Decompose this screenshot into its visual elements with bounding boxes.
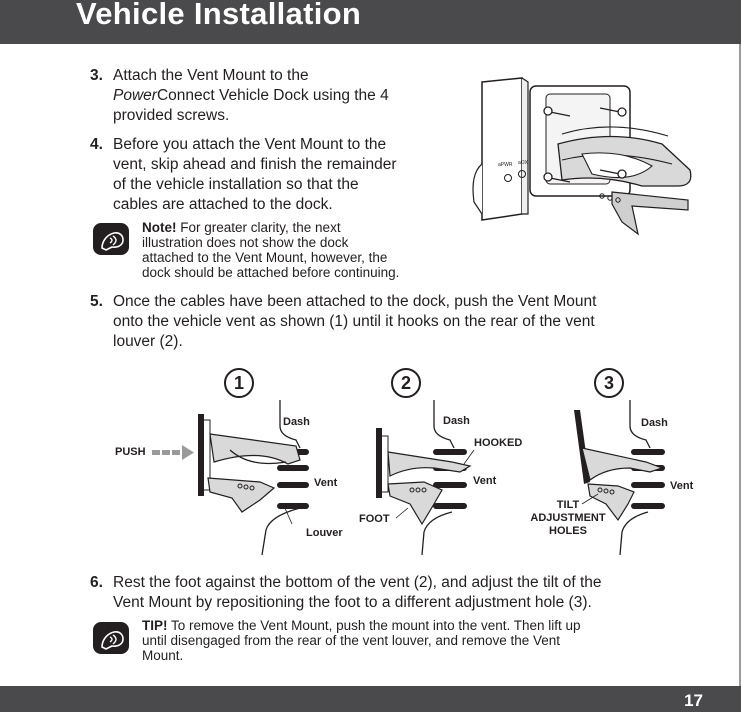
panel-number-2: 2 <box>391 368 421 398</box>
tip-lead: TIP! <box>142 618 168 633</box>
step-line: louver (2). <box>113 333 183 350</box>
tip-block: TIP! To remove the Vent Mount, push the mount into the vent. Then lift up until disengaged from the rear of the vent louver, and remove the Vent Mount. <box>142 618 581 663</box>
label-louver: Louver <box>306 527 343 539</box>
italic-brand: Power <box>113 87 157 104</box>
step-line: vent, skip ahead and finish the remainder <box>113 156 397 173</box>
step-line: of the vehicle installation so that the <box>113 176 359 193</box>
step-text <box>113 573 602 613</box>
step-text <box>113 66 389 126</box>
label-dash: Dash <box>283 416 310 428</box>
label-vent: Vent <box>473 475 497 487</box>
panel-number-1: 1 <box>224 368 254 398</box>
label-foot: FOOT <box>359 513 390 525</box>
label-vent: Vent <box>670 480 694 492</box>
step-number: 6. <box>90 574 103 591</box>
step-line: Before you attach the Vent Mount to the <box>113 136 387 153</box>
step-line: Rest the foot against the bottom of the vent (2), and adjust the tilt of the <box>113 574 602 591</box>
step-line: Attach the Vent Mount to the <box>113 67 309 84</box>
step-line: PowerConnect Vehicle Dock using the 4 <box>113 87 389 104</box>
dock-port-label: aPWR <box>498 162 513 168</box>
step-line: provided screws. <box>113 107 230 124</box>
dock-mount-illustration <box>462 74 702 244</box>
footer-bar <box>0 686 741 712</box>
speech-bubble-icon <box>92 222 130 256</box>
label-dash: Dash <box>443 415 470 427</box>
step-line: Once the cables have been attached to the dock, push the Vent Mount <box>113 293 597 310</box>
step-text <box>113 292 596 352</box>
note-block: Note! For greater clarity, the next illustration does not show the dock attached to the Vent Mount, however, the dock should be attached before continuing. <box>142 220 400 280</box>
step-line: onto the vehicle vent as shown (1) until it hooks on the rear of the vent <box>113 313 595 330</box>
step-number: 5. <box>90 293 103 310</box>
label-tilt-adjustment-holes: TILT ADJUSTMENT HOLES <box>530 499 606 537</box>
label-dash: Dash <box>641 417 668 429</box>
panel-number-3: 3 <box>594 368 624 398</box>
page-number: 17 <box>684 691 703 710</box>
step-text <box>113 135 396 215</box>
step-number: 4. <box>90 136 103 153</box>
header-bar <box>0 0 741 44</box>
page-title: Vehicle Installation <box>76 0 362 31</box>
label-hooked: HOOKED <box>474 437 523 449</box>
label-push: PUSH <box>115 446 146 458</box>
speech-bubble-icon <box>92 621 130 655</box>
step-number: 3. <box>90 67 103 84</box>
note-lead: Note! <box>142 220 177 235</box>
step-line: cables are attached to the dock. <box>113 196 333 213</box>
step-line: Vent Mount by repositioning the foot to a different adjustment hole (3). <box>113 594 592 611</box>
label-vent: Vent <box>314 477 338 489</box>
dock-port-label: aOX <box>518 160 529 166</box>
